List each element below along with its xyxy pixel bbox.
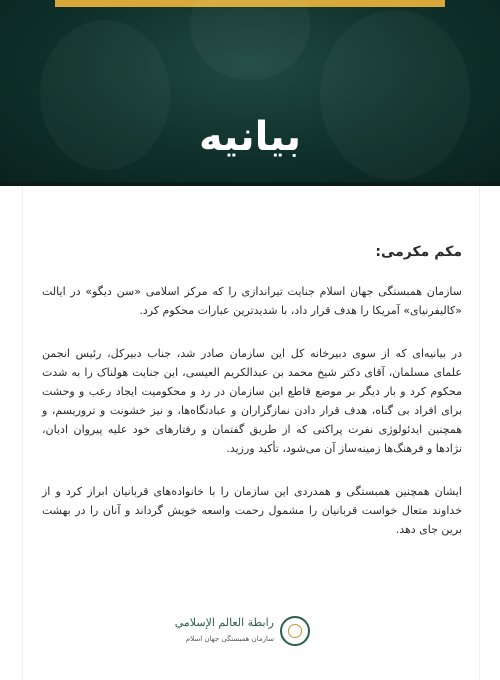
- organization-logo: [174, 612, 310, 652]
- greeting: مکم مکرمی:: [375, 244, 462, 260]
- header-banner: [0, 0, 500, 186]
- logo-persian-name: سازمان همبستگی جهان اسلام: [185, 635, 274, 643]
- logo-arabic-name: رابطة العالم الإسلامي: [174, 616, 274, 629]
- statement-body: [42, 244, 462, 563]
- emblem-icon: [280, 616, 310, 646]
- page-title: بیانیه: [199, 114, 301, 160]
- background-figure: [190, 0, 310, 80]
- paragraph: در بیانیه‌ای که از سوی دبیرخانه کل این سازمان صادر شد، جناب دبیرکل، رئیس انجمن علمای مسلمان، آقای دکتر شیخ محمد بن عبدالکریم العیسی، این جنایت هولناک را به شدت محکوم کرد و بار دیگر بر موضع قاطع این سازمان در رد و محکومیت ایجاد رعب و وحشت برای افراد بی گناه، هدف قرار دادن نمازگزاران و عبادتگاه‌ها، و نیز خشونت و تروریسم، و همچنین ایدئولوژی نفرت پراکنی که از طریق گفتمان و رفتارهای خود علیه پیروان ادیان، نژادها و فرهنگ‌ها زمینه‌ساز آن می‌شود، تأکید ورزید.: [42, 347, 462, 455]
- paragraph: ایشان همچنین همبستگی و همدردی این سازمان را با خانواده‌های قربانیان ابراز کرد و از خداوند متعال خواست قربانیان را مشمول رحمت واسعه خویش گرداند و آنان را در بهشت برین جای دهد.: [42, 485, 462, 536]
- paragraph: سازمان همبستگی جهان اسلام جنایت تیراندازی را که مرکز اسلامی «سن دیگو» در ایالت «کالیفرنیای» آمریکا را هدف قرار داد، با شدیدترین عبارات محکوم کرد.: [42, 285, 462, 317]
